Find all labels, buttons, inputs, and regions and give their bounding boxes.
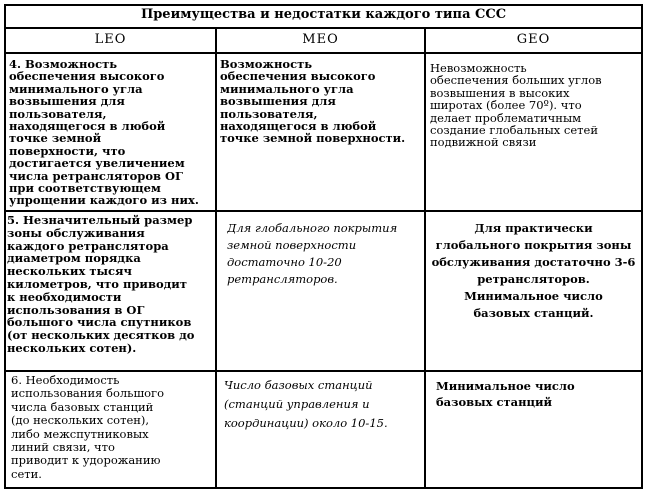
row-divider-1 bbox=[4, 210, 643, 212]
row2-leo-cell: 5. Незначительный размер зоны обслуживания каждого ретранслятора диаметром порядка нескольких тысяч километров, что приводит к необходимости использования в ОГ большого числа спутников (от нескольких десятков до нескольких сотен). bbox=[7, 214, 195, 355]
row2-meo-cell: Для глобального покрытия земной поверхности достаточно 10-20 ретрансляторов. bbox=[227, 221, 398, 286]
row1-meo-cell: Возможность обеспечения высокого минимального угла возвышения для пользователя, находящегося в любой точке земной поверхности. bbox=[220, 58, 406, 146]
row3-leo-cell: 6. Необходимость использования большого числа базовых станций (до нескольких сотен), либо межспутниковых линий связи, что приводит к удорожанию сети. bbox=[11, 374, 165, 481]
row1-geo-cell: Невозможность обеспечения больших углов возвышения в высоких широтах (более 70º). что делает проблематичным создание глобальных сетей подвижной связи bbox=[430, 62, 602, 150]
column-header-leo: LEO bbox=[94, 32, 127, 47]
row3-meo-cell: Число базовых станций (станций управления и координации) около 10-15. bbox=[224, 378, 388, 430]
table-title: Преимущества и недостатки каждого типа ССС bbox=[140, 7, 507, 22]
column-header-meo: MEO bbox=[302, 32, 339, 47]
row1-leo-cell: 4. Возможность обеспечения высокого минимального угла возвышения для пользователя, находящегося в любой точке земной поверхности, что достигается увеличением числа ретрансляторов ОГ при соответствующем упрощении каждого из них. bbox=[9, 58, 199, 208]
header-divider bbox=[4, 52, 643, 54]
row2-geo-cell: Для практически глобального покрытия зоны обслуживания достаточно 3-6 ретрансляторов. Минимальное число базовых станций. bbox=[431, 221, 636, 320]
row3-geo-cell: Минимальное число базовых станций bbox=[436, 379, 575, 409]
title-divider bbox=[4, 27, 643, 29]
row-divider-2 bbox=[4, 370, 643, 372]
column-header-geo: GEO bbox=[516, 32, 551, 47]
